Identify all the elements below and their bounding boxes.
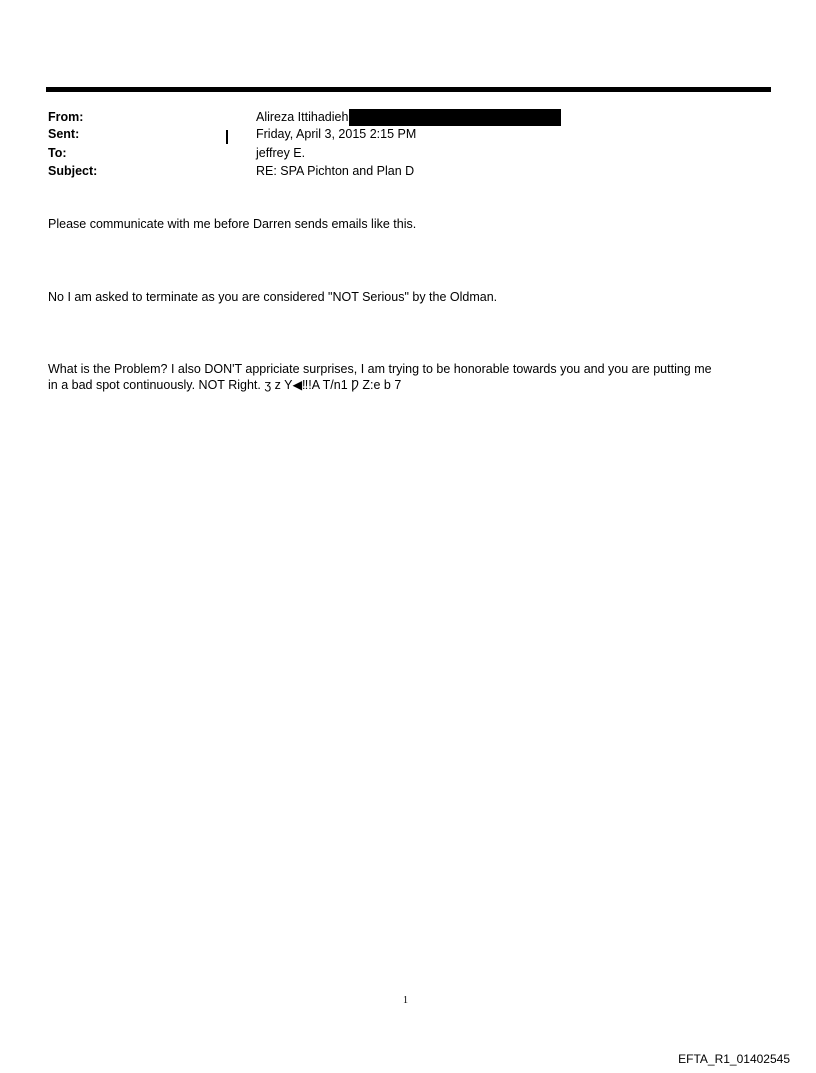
sender-name: Alireza Ittihadieh — [256, 110, 349, 124]
body-paragraph-3-line-2: in a bad spot continuously. NOT Right. ʒ z Y◀‼!A T/n1 Ƿ Z:e b 7 — [48, 378, 402, 392]
redaction-block — [349, 109, 561, 126]
body-paragraph-3-line-1: What is the Problem? I also DON'T appriciate surprises, I am trying to be honorable towards you and you are putting me — [48, 362, 712, 376]
body-paragraph-2: No I am asked to terminate as you are considered "NOT Serious" by the Oldman. — [48, 290, 498, 304]
from-label: From: — [48, 110, 84, 124]
subject-label: Subject: — [48, 164, 98, 178]
to-value: jeffrey E. — [256, 146, 306, 160]
page-number: 1 — [403, 995, 408, 1006]
body-paragraph-1: Please communicate with me before Darren sends emails like this. — [48, 217, 417, 231]
from-value — [256, 109, 561, 126]
sent-label: Sent: — [48, 127, 80, 141]
to-label: To: — [48, 146, 67, 160]
text-cursor-mark — [226, 130, 228, 144]
header-divider — [46, 87, 771, 92]
subject-value: RE: SPA Pichton and Plan D — [256, 164, 415, 178]
sent-value: Friday, April 3, 2015 2:15 PM — [256, 127, 417, 141]
bates-number: EFTA_R1_01402545 — [678, 1052, 790, 1066]
